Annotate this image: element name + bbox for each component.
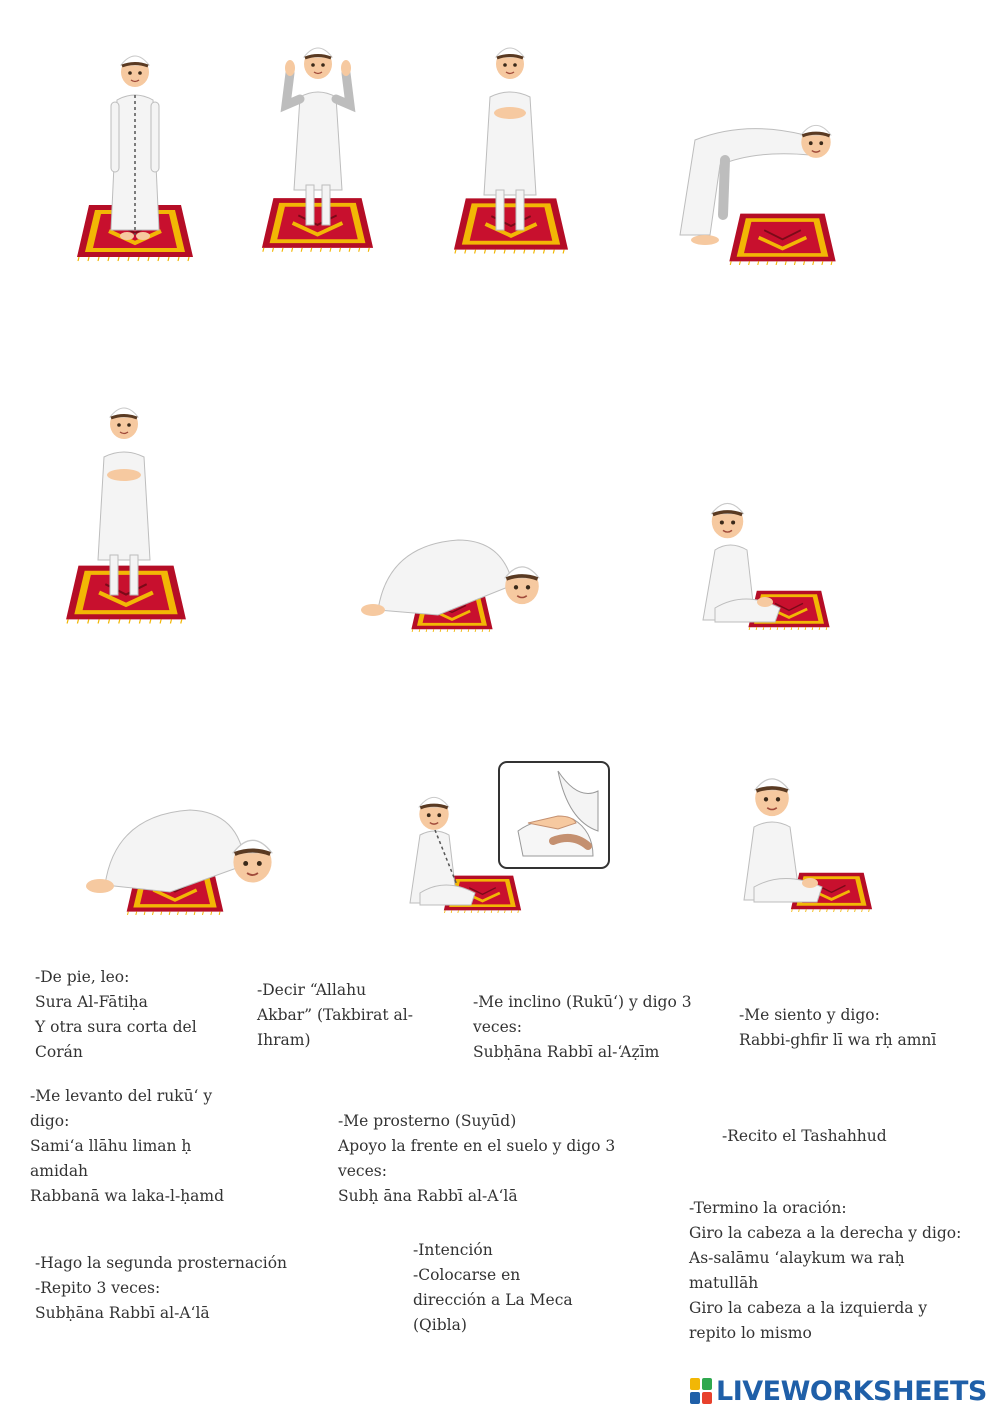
caption-line: Ihram) (257, 1031, 311, 1049)
caption-line: Giro la cabeza a la izquierda y (689, 1299, 928, 1317)
caption-line: Y otra sura corta del (35, 1018, 197, 1036)
caption-line: -Hago la segunda prosternación (35, 1254, 288, 1272)
caption-line: Rabbi-ghfir lī wa rḥ amnī (739, 1031, 937, 1049)
caption-line: -Colocarse en (413, 1266, 521, 1284)
logo-text: LIVEWORKSHEETS (716, 1375, 987, 1407)
caption-line: -Me siento y digo: (739, 1006, 880, 1024)
caption-step-ending (689, 1196, 961, 1346)
caption-step-reading (35, 965, 197, 1065)
figure-standing-arms-down (75, 40, 195, 265)
caption-line: Subḥāna Rabbī al-‘Aẓīm (473, 1043, 660, 1061)
figure-bowing (665, 110, 900, 265)
caption-line: -Recito el Tashahhud (722, 1127, 887, 1145)
caption-line: -Decir “Allahu (257, 981, 367, 999)
caption-line: -Repito 3 veces: (35, 1279, 161, 1297)
caption-line: -Me prosterno (Suyūd) (338, 1112, 517, 1130)
caption-line: veces: (473, 1018, 522, 1036)
caption-line: Rabbanā wa laka-l-ḥamd (30, 1187, 225, 1205)
caption-line: repito lo mismo (689, 1324, 812, 1342)
caption-step-ruku (473, 990, 692, 1065)
liveworksheets-logo-icon (690, 1378, 712, 1404)
caption-line: matullāh (689, 1274, 759, 1292)
caption-step-takbir (257, 978, 413, 1053)
caption-line: -Intención (413, 1241, 493, 1259)
finger-closeup-inset (498, 761, 610, 869)
caption-line: -De pie, leo: (35, 968, 130, 986)
caption-line: Subḥāna Rabbī al-A‘lā (35, 1304, 210, 1322)
caption-line: dirección a La Meca (413, 1291, 573, 1309)
liveworksheets-logo[interactable] (690, 1374, 990, 1408)
caption-line: (Qibla) (413, 1316, 467, 1334)
caption-line: Subḥ āna Rabbī al-A‘lā (338, 1187, 518, 1205)
caption-step-sujud (338, 1109, 615, 1209)
caption-line: Giro la cabeza a la derecha y digo: (689, 1224, 962, 1242)
figure-sitting-turning-head (722, 765, 942, 915)
caption-line: Sura Al-Fātiḥa (35, 993, 148, 1011)
caption-line: -Me levanto del rukū‘ y (30, 1087, 213, 1105)
caption-step-second-sujud (35, 1251, 287, 1326)
caption-line: Corán (35, 1043, 83, 1061)
caption-line: digo: (30, 1112, 70, 1130)
figure-standing-hands-folded (450, 35, 575, 260)
figure-prostrating (318, 525, 583, 635)
caption-step-intention (413, 1238, 573, 1338)
caption-step-rising (30, 1084, 224, 1209)
caption-line: Sami‘a llāhu liman ḥ (30, 1137, 192, 1155)
caption-line: Akbar” (Takbirat al- (257, 1006, 413, 1024)
caption-step-sitting (739, 1003, 936, 1053)
figure-standing-hands-raised (260, 35, 380, 260)
caption-line: -Termino la oración: (689, 1199, 847, 1217)
caption-step-tashahhud (722, 1124, 887, 1149)
figure-standing-hands-folded-2 (62, 395, 192, 630)
caption-line: As-salāmu ‘alaykum wa raḥ (689, 1249, 905, 1267)
figure-prostrating-2 (30, 800, 320, 920)
caption-line: amidah (30, 1162, 89, 1180)
figure-sitting (685, 490, 895, 635)
caption-line: Apoyo la frente en el suelo y digo 3 (338, 1137, 616, 1155)
caption-line: -Me inclino (Rukū‘) y digo 3 (473, 993, 692, 1011)
caption-line: veces: (338, 1162, 387, 1180)
